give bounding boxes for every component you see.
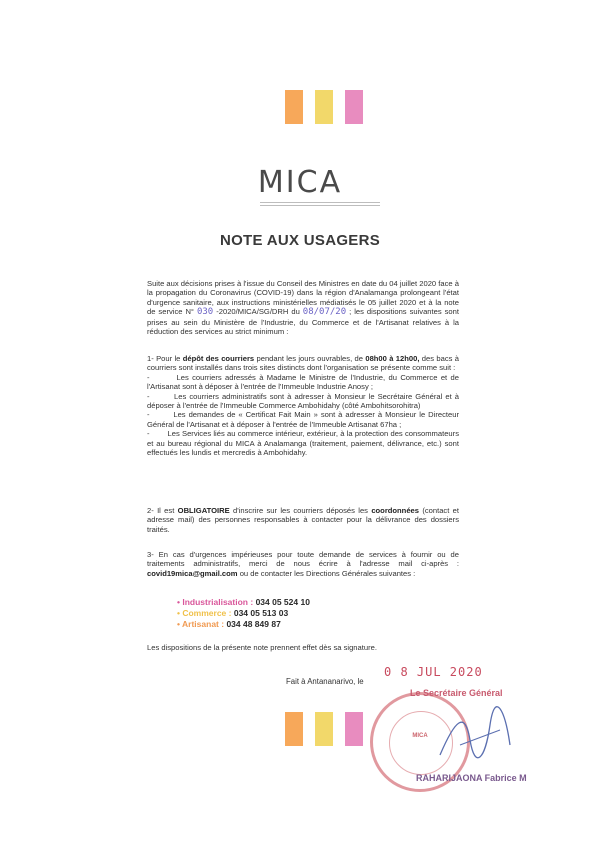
footer-stripe-pink: [345, 712, 363, 746]
contact-artisanat: • Artisanat : 034 48 849 87: [177, 619, 281, 629]
mica-logo: MICA: [257, 165, 343, 200]
official-stamp: MICA: [370, 692, 470, 792]
list-item: - Les courriers administratifs sont à adresser à Monsieur le Secrétaire Général et à déposer à l'entrée de l'Immeuble Commerce Ambohidahy (côté Ambohitsorohitra): [147, 391, 459, 411]
contact-commerce: • Commerce : 034 05 513 03: [177, 608, 289, 618]
handwritten-note-number: 030: [196, 307, 214, 318]
closing-statement: Les dispositions de la présente note prennent effet dès sa signature.: [147, 643, 377, 652]
logo-stripe-yellow: [315, 90, 333, 124]
contact-list: [177, 597, 310, 630]
contact-email[interactable]: covid19mica@gmail.com: [147, 568, 238, 578]
handwritten-note-date: 08/07/20: [302, 307, 347, 318]
footer-stripe-orange: [285, 712, 303, 746]
list-item: - Les demandes de « Certificat Fait Main » sont à adresser à Monsieur le Directeur Général de l'Artisanat et à déposer à l'entrée de l'Immeuble Artisanat 67ha ;: [147, 410, 459, 429]
logo-stripe-orange: [285, 90, 303, 124]
place-date-label: Fait à Antananarivo, le: [286, 677, 364, 686]
page-title: NOTE AUX USAGERS: [219, 232, 381, 249]
signatory-role: Le Secrétaire Général: [410, 688, 503, 698]
intro-paragraph: Suite aux décisions prises à l'issue du Conseil des Ministres en date du 04 juillet 2020 face à la propagation du Coronavirus (COVID-19) dans la région d'Analamanga prolongeant l'état d'urgence sanitaire, aux instructions ministérielles médiatisés le 05 juillet 2020 et à la note de service N° 030 -2020/MICA/SG/DRH du 08/07/20 ; les dispositions suivantes sont prises au sein du Ministère de l'Industrie, du Commerce et de l'Artisanat relatives à la réduction des services au strict minimum :: [147, 279, 459, 337]
section-1: 1- Pour le dépôt des courriers pendant les jours ouvrables, de 08h00 à 12h00, des bacs à courriers sont installés dans trois sites distincts dont l'organisation se présente comme suit : - Les courriers adressés à Madame le Ministre de l'Industrie, du Commerce et de l'Artisanat sont à déposer à l'entrée de l'Immeuble Industrie Anosy ; - Les courriers administratifs sont à adresser à Monsieur le Secrétaire Général et à déposer à l'entrée de l'Immeuble Commerce Ambohidahy (côté Ambohitsorohitra) - Les demandes de « Certificat Fait Main » sont à adresser à Monsieur le Directeur Général de l'Artisanat et à déposer à l'entrée de l'Immeuble Artisanat 67ha ; - Les Services liés au commerce intérieur, extérieur, à la protection des consommateurs et au bureau régional du MICA à Analamanga (traitement, paiement, délivrance, etc.) sont effectués les lundis et mercredis à Ambohidahy.: [147, 354, 459, 458]
signatory-name: RAHARIJAONA Fabrice M: [416, 773, 527, 783]
logo-stripe-pink: [345, 90, 363, 124]
contact-industrialisation: • Industrialisation : 034 05 524 10: [177, 597, 310, 607]
section-2: 2- Il est OBLIGATOIRE d'inscrire sur les courriers déposés les coordonnées (contact et adresse mail) des personnes responsables à contacter pour la délivrance des dossiers traités.: [147, 506, 459, 534]
logo-subtitle-lines: [260, 202, 380, 206]
handwritten-signature: [430, 700, 520, 770]
stamp-date: 0 8 JUL 2020: [384, 665, 483, 679]
footer-stripe-yellow: [315, 712, 333, 746]
list-item: - Les courriers adressés à Madame le Ministre de l'Industrie, du Commerce et de l'Artisanat sont à déposer à l'entrée de l'Immeuble Industrie Anosy ;: [147, 372, 459, 392]
section-3: 3- En cas d'urgences impérieuses pour toute demande de services à fournir ou de traitements administratifs, merci de nous écrire à l'adresse mail ci-après : covid19mica@gmail.com ou de contacter les Directions Générales suivantes :: [147, 550, 459, 578]
list-item: - Les Services liés au commerce intérieur, extérieur, à la protection des consommateurs et au bureau régional du MICA à Analamanga (traitement, paiement, délivrance, etc.) sont effectués les lundis et mercredis à Ambohidahy.: [147, 429, 459, 458]
